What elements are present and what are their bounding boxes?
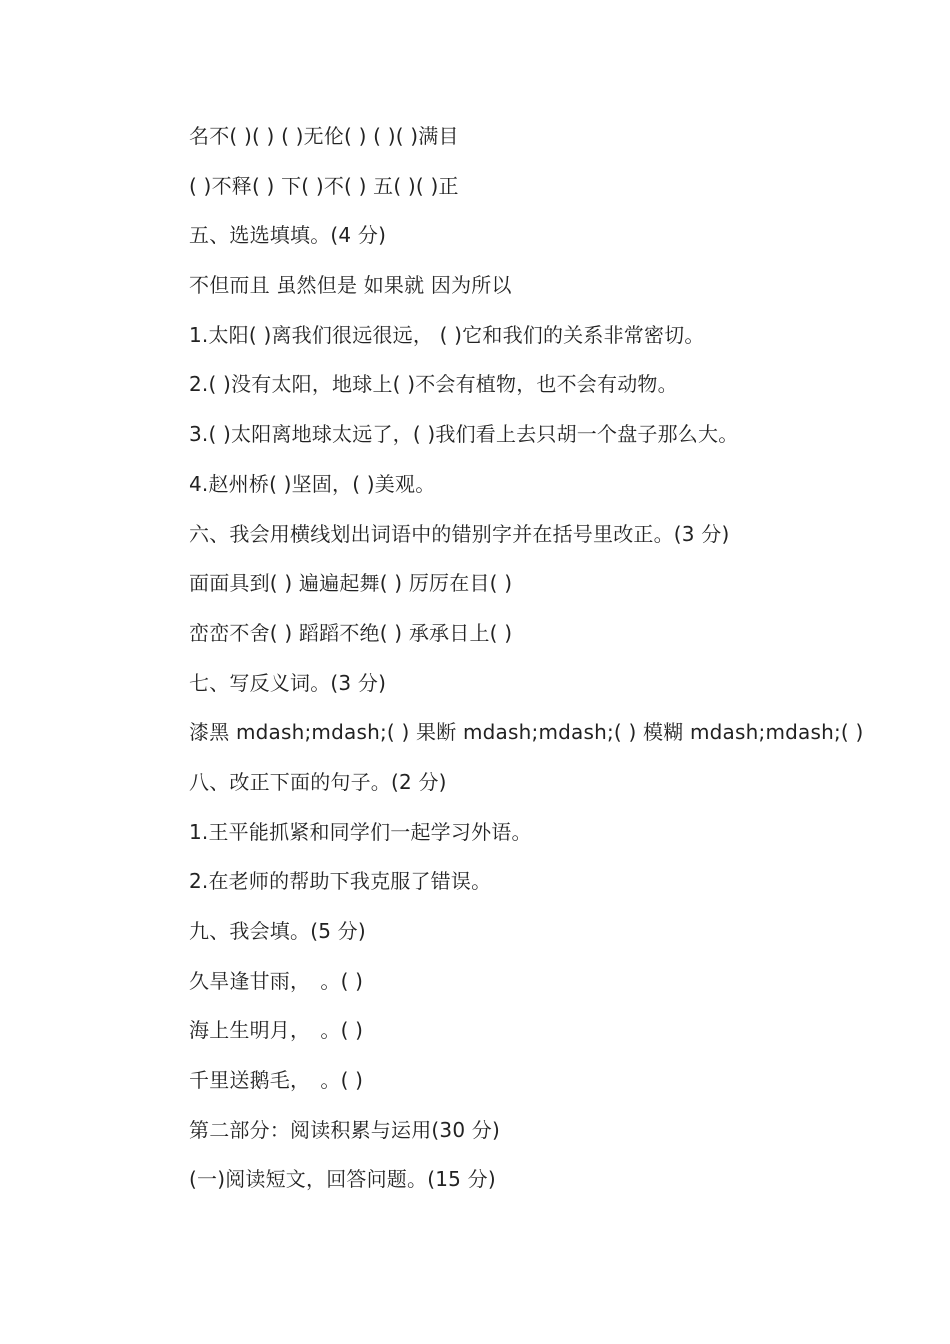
- poem-blank-1: 久旱逢甘雨， 。( ): [189, 968, 364, 993]
- section-9-heading: 九、我会填。(5 分): [189, 919, 366, 943]
- document-body: [189, 118, 889, 1211]
- poem-blank-2: 海上生明月， 。( ): [189, 1018, 364, 1043]
- idiom-blanks-line-1: 名不( )( ) ( )无伦( ) ( )( )满目: [189, 124, 459, 148]
- section-5-question-1: 1.太阳( )离我们很远很远， ( )它和我们的关系非常密切。: [189, 322, 705, 347]
- section-8-heading: 八、改正下面的句子。(2 分): [189, 769, 447, 794]
- section-5-heading: 五、选选填填。(4 分): [189, 223, 387, 248]
- poem-blank-3: 千里送鹅毛， 。( ): [189, 1068, 364, 1093]
- antonym-items: 漆黑 mdash;mdash;( ) 果断 mdash;mdash;( ) 模糊 mdash;mdash;( ): [189, 720, 864, 745]
- idiom-blanks-line-2: ( )不释( ) 下( )不( ) 五( )( )正: [189, 173, 459, 198]
- reading-section-heading: (一)阅读短文，回答问题。(15 分): [189, 1167, 496, 1192]
- section-5-question-3: 3.( )太阳离地球太远了，( )我们看上去只胡一个盘子那么大。: [189, 422, 739, 447]
- section-6-words-line-1: 面面具到( ) 遍遍起舞( ) 厉厉在目( ): [189, 571, 513, 596]
- section-5-question-4: 4.赵州桥( )坚固，( )美观。: [189, 471, 436, 496]
- section-8-sentence-2: 2.在老师的帮助下我克服了错误。: [189, 869, 492, 894]
- section-5-question-2: 2.( )没有太阳，地球上( )不会有植物，也不会有动物。: [189, 372, 678, 397]
- section-6-words-line-2: 峦峦不舍( ) 蹈蹈不绝( ) 承承日上( ): [189, 620, 513, 645]
- conjunction-options: 不但而且 虽然但是 如果就 因为所以: [189, 273, 512, 298]
- section-6-heading: 六、我会用横线划出词语中的错别字并在括号里改正。(3 分): [189, 521, 730, 546]
- section-8-sentence-1: 1.王平能抓紧和同学们一起学习外语。: [189, 819, 532, 844]
- section-7-heading: 七、写反义词。(3 分): [189, 670, 387, 695]
- part-2-heading: 第二部分：阅读积累与运用(30 分): [189, 1117, 501, 1142]
